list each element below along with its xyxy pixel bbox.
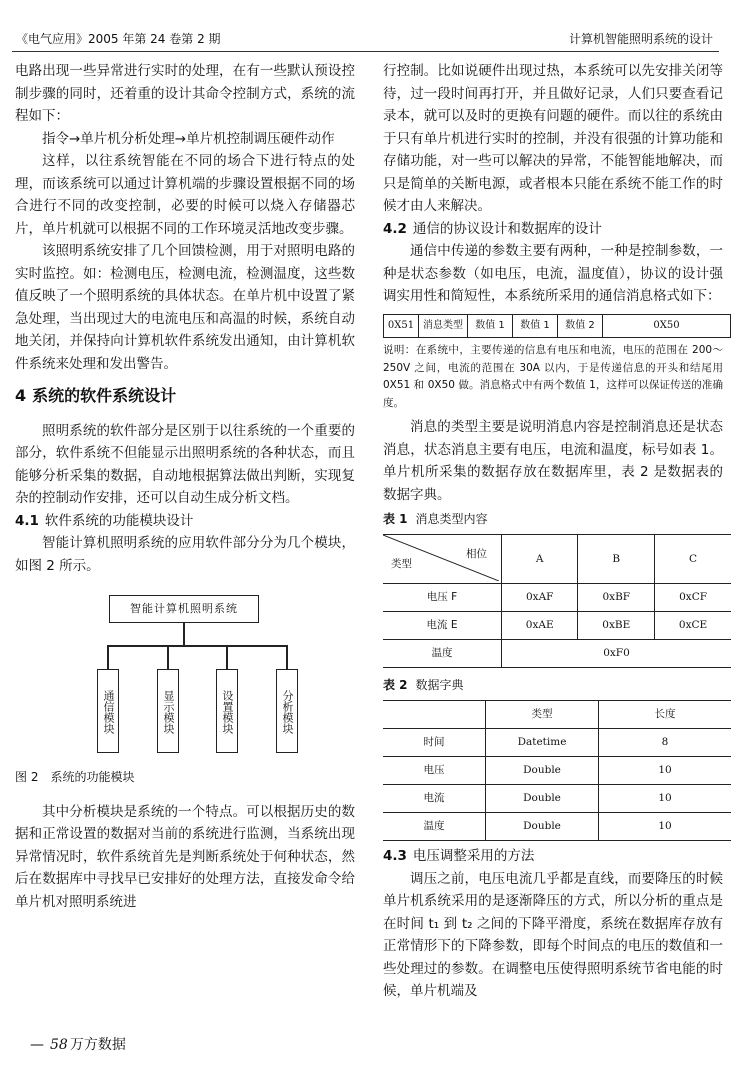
table-2 <box>383 700 731 841</box>
table-row <box>383 584 731 612</box>
row-label: 温度 <box>383 640 502 668</box>
format-cell: 0X51 <box>384 314 419 338</box>
section-43-heading <box>383 845 723 868</box>
paragraph: 照明系统的软件部分是区别于以往系统的一个重要的部分，软件系统不但能显示出照明系统的各种状态，而且能够分析采集的数据，自动地根据算法做出判断，实现复杂的控制动作安排，还可以自动生成分析文档。 <box>15 422 355 506</box>
column-header: 长度 <box>599 701 732 729</box>
table-cell: 电压 <box>383 757 486 785</box>
table-title: 数据字典 <box>415 678 464 692</box>
table-cell: 0xBE <box>578 612 655 640</box>
table-cell: Double <box>486 813 599 841</box>
section-title: 软件系统的功能模块设计 <box>44 512 194 529</box>
footer-brand: 万方数据 <box>69 1037 126 1053</box>
table-number: 表 2 <box>383 678 408 692</box>
table-cell: Datetime <box>486 729 599 757</box>
row-label: 电流 E <box>383 612 502 640</box>
table-cell: 8 <box>599 729 732 757</box>
paragraph: 电路出现一些异常进行实时的处理，在有一些默认预设控制步骤的同时，还着重的设计其命令控制方式，系统的流程如下： <box>15 63 355 124</box>
section-41-heading <box>15 510 355 533</box>
section-4-heading <box>15 385 355 408</box>
table-cell: Double <box>486 757 599 785</box>
diagram-connector <box>107 645 109 669</box>
section-title: 通信的协议设计和数据库的设计 <box>412 220 602 237</box>
row-label: 电压 F <box>383 584 502 612</box>
table-title: 消息类型内容 <box>415 512 488 526</box>
section-title: 电压调整采用的方法 <box>412 848 535 864</box>
figure-caption: 图 2 系统的功能模块 <box>15 770 135 784</box>
table-cell: 0xAF <box>502 584 578 612</box>
paragraph: 该照明系统安排了几个回馈检测，用于对照明电路的实时监控。如：检测电压，检测电流，检测温度，这些数值反映了一个照明系统的具体状态。在单片机中设置了紧急处理，当出现过大的电流电压和高温的时候，系统自动地关闭，并保持向计算机软件系统发出通知，由计算机软件系统来处理和发出警告。 <box>15 243 355 372</box>
table-1 <box>383 534 731 668</box>
module-box-analysis: 分析模块 <box>276 669 298 753</box>
running-header-title: 计算机智能照明系统的设计 <box>568 32 713 46</box>
table-row <box>383 729 731 757</box>
section-title: 系统的软件系统设计 <box>32 386 177 405</box>
column-header <box>383 701 486 729</box>
format-note: 说明：在系统中，主要传递的信息有电压和电流，电压的范围在 200～250V 之间，电流的范围在 30A 以内，于是传递信息的开头和结尾用 0X51 和 0X50 做。消息格式中有两个数值 1，这样可以保证传送的准确度。 <box>383 344 723 409</box>
flow-text: 指令→单片机分析处理→单片机控制调压硬件动作 <box>42 130 335 147</box>
paragraph: 消息的类型主要是说明消息内容是控制消息还是状态消息，状态消息主要有电压，电流和温度，标号如表 1。单片机所采集的数据存放在数据库里，表 2 是数据表的数据字典。 <box>383 419 723 503</box>
table-cell: 0xAE <box>502 612 578 640</box>
page-number: 58 <box>50 1037 68 1053</box>
column-header: B <box>578 535 655 584</box>
table-cell: 0xF0 <box>502 640 732 668</box>
format-cell: 0X50 <box>603 314 731 338</box>
table-row <box>383 813 731 841</box>
table-cell: Double <box>486 785 599 813</box>
paragraph: 通信中传递的参数主要有两种，一种是控制参数，一种是状态参数（如电压，电流，温度值），协议的设计强调实用性和简短性，本系统所采用的通信消息格式如下： <box>383 243 723 304</box>
running-header-journal: 《电气应用》2005 年第 24 卷第 2 期 <box>16 32 221 46</box>
format-cell: 数值 1 <box>513 314 558 338</box>
column-header: C <box>655 535 731 584</box>
format-cell: 消息类型 <box>419 314 468 338</box>
table-number: 表 1 <box>383 512 408 526</box>
diagonal-header-bottom: 类型 <box>391 557 412 570</box>
function-module-diagram <box>15 581 355 766</box>
diagram-connector <box>286 645 288 669</box>
section-42-heading <box>383 218 723 241</box>
table-cell: 电流 <box>383 785 486 813</box>
table-1-caption <box>383 506 723 532</box>
table-cell: 时间 <box>383 729 486 757</box>
section-number: 4 <box>15 386 27 405</box>
module-box-communication: 通信模块 <box>97 669 119 753</box>
footer-dash: — <box>30 1037 44 1053</box>
format-cell: 数值 1 <box>468 314 513 338</box>
table-cell: 温度 <box>383 813 486 841</box>
diagram-connector <box>183 623 185 645</box>
diagonal-header-top: 相位 <box>466 548 487 560</box>
table-row <box>383 612 731 640</box>
right-column <box>383 60 723 1003</box>
diagonal-header-cell <box>383 535 502 584</box>
left-column <box>15 60 355 913</box>
table-cell: 10 <box>599 757 732 785</box>
paragraph: 行控制。比如说硬件出现过热，本系统可以先安排关闭等待，过一段时间再打开，并且做好记录，人们只要查看记录本，就可以及时的更换有问题的硬件。而以往的系统由于只有单片机进行实时的控制，并没有很强的计算功能和存储功能，对一些可以解决的异常，不能智能地解决，而只是简单的关断电源，或者根本只能在系统不能工作的时候才由人来解决。 <box>383 63 723 214</box>
table-cell: 0xCE <box>655 612 731 640</box>
section-number: 4.2 <box>383 220 407 237</box>
table-2-caption <box>383 672 723 698</box>
table-cell: 0xCF <box>655 584 731 612</box>
section-number: 4.1 <box>15 512 39 529</box>
paragraph: 智能计算机照明系统的应用软件部分分为几个模块，如图 2 所示。 <box>15 535 355 574</box>
section-number: 4.3 <box>383 848 407 864</box>
column-header: A <box>502 535 578 584</box>
diagram-connector <box>107 645 287 647</box>
table-cell: 10 <box>599 785 732 813</box>
message-format-table <box>383 314 731 339</box>
diagram-connector <box>167 645 169 669</box>
module-box-display: 显示模块 <box>157 669 179 753</box>
table-cell: 10 <box>599 813 732 841</box>
table-row <box>383 785 731 813</box>
paragraph: 调压之前，电压电流几乎都是直线，而要降压的时候单片机系统采用的是逐渐降压的方式，所以分析的重点是在时间 t₁ 到 t₂ 之间的下降平滑度，系统在数据库存放有正常情形下的下降参数，即每个时间点的电压的数值和一些处理过的参数。在调整电压使得照明系统节省电能的时候，单片机端及 <box>383 870 723 999</box>
header-rule <box>12 51 719 52</box>
page-footer <box>30 1034 126 1054</box>
diagram-root-box: 智能计算机照明系统 <box>109 595 259 623</box>
paragraph: 这样，以往系统智能在不同的场合下进行特点的处理，而该系统可以通过计算机端的步骤设置根据不同的场合进行不同的改变控制，必要的时候可以烧入存储器芯片，单片机就可以根据不同的工作环境灵活地改变步骤。 <box>15 153 355 237</box>
table-row <box>383 640 731 668</box>
column-header: 类型 <box>486 701 599 729</box>
module-box-settings: 设置模块 <box>216 669 238 753</box>
paragraph: 其中分析模块是系统的一个特点。可以根据历史的数据和正常设置的数据对当前的系统进行监测，当系统出现异常情况时，软件系统首先是判断系统处于何种状态，然后在数据库中寻找早已安排好的处理方法，直接发命令给单片机对照明系统进 <box>15 803 355 910</box>
table-cell: 0xBF <box>578 584 655 612</box>
diagram-connector <box>226 645 228 669</box>
table-row <box>383 757 731 785</box>
format-cell: 数值 2 <box>558 314 603 338</box>
